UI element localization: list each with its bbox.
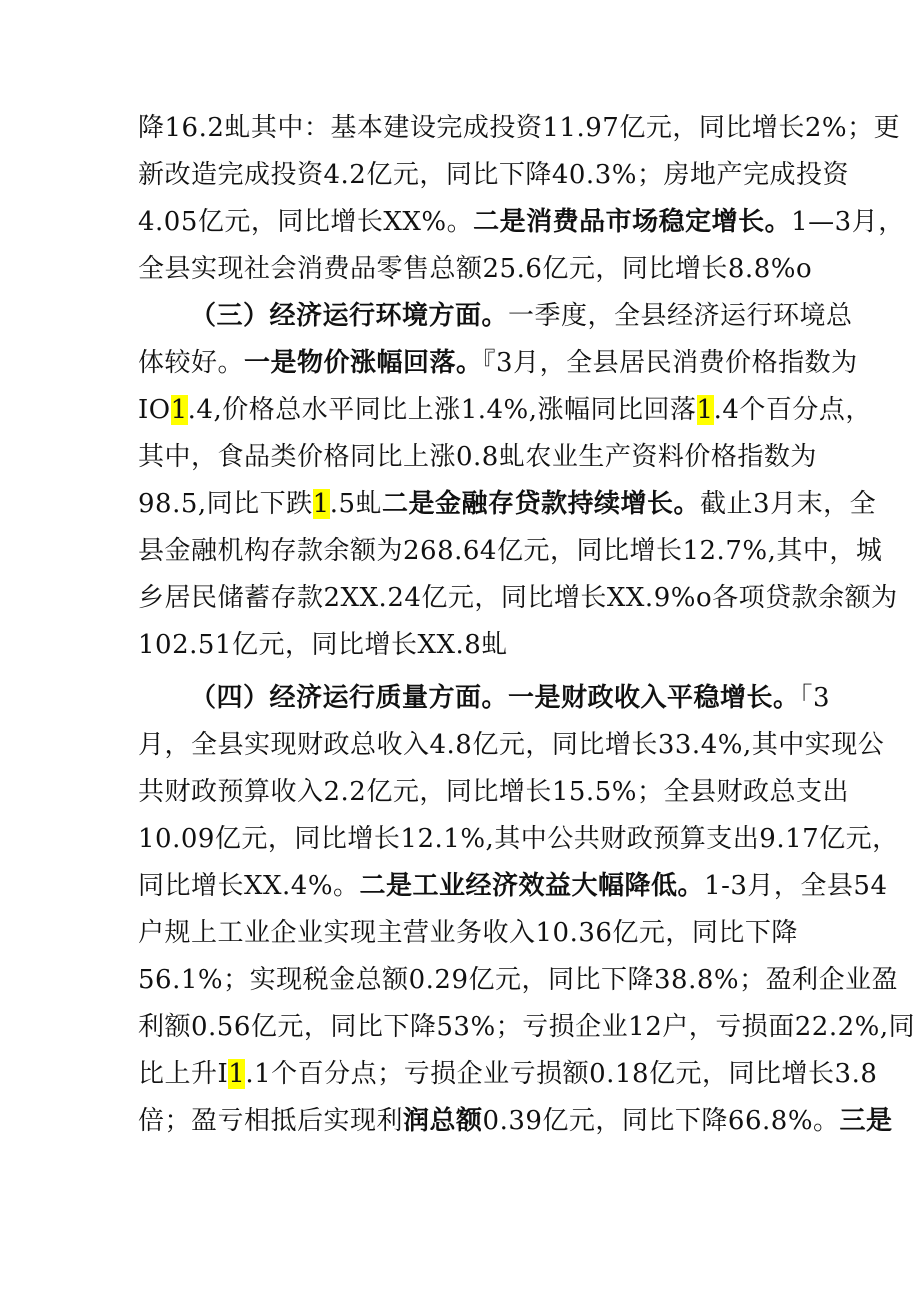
text-line: 98.5,同比下跌1.5虬二是金融存贷款持续增长。截止3月末，全	[138, 489, 877, 519]
bold-heading: 二是金融存贷款持续增长。	[382, 489, 701, 519]
text-line: 利额0.56亿元，同比下降53%；亏损企业12户，亏损面22.2%,同	[138, 1012, 916, 1042]
bold-heading: 二是消费品市场稳定增长。	[473, 207, 792, 237]
text-line: 全县实现社会消费品零售总额25.6亿元，同比增长8.8%o	[138, 254, 813, 284]
highlight-mark: 1	[228, 1059, 246, 1089]
highlight-mark: 1	[312, 489, 330, 519]
text-line: 其中，食品类价格同比上涨0.8虬农业生产资料价格指数为	[138, 442, 817, 472]
text-line: 比上升I1.1个百分点；亏损企业亏损额0.18亿元，同比增长3.8	[138, 1059, 878, 1089]
text-line: 同比增长XX.4%。二是工业经济效益大幅降低。1-3月，全县54	[138, 871, 888, 901]
bold-heading: 三是	[839, 1106, 893, 1136]
text-line: （三）经济运行环境方面。一季度，全县经济运行环境总	[190, 301, 853, 331]
text-line: 月，全县实现财政总收入4.8亿元，同比增长33.4%,其中实现公	[138, 730, 885, 760]
text-line: 降16.2虬其中：基本建设完成投资11.97亿元，同比增长2%；更	[138, 113, 901, 143]
text-line: 乡居民储蓄存款2XX.24亿元，同比增长XX.9%o各项贷款余额为	[138, 583, 898, 613]
text-line: IO1.4,价格总水平同比上涨1.4%,涨幅同比回落1.4个百分点，	[138, 395, 872, 425]
text-line: 体较好。一是物价涨幅回落。『3月，全县居民消费价格指数为	[138, 348, 858, 378]
text-line: 4.05亿元，同比增长XX%。二是消费品市场稳定增长。1—3月，	[138, 207, 905, 237]
bold-heading: 二是工业经济效益大幅降低。	[359, 871, 705, 901]
text-line: 新改造完成投资4.2亿元，同比下降40.3%；房地产完成投资	[138, 160, 849, 190]
text-line: 县金融机构存款余额为268.64亿元，同比增长12.7%,其中，城	[138, 536, 883, 566]
bold-text: 润总额	[403, 1106, 483, 1136]
section-heading: （四）经济运行质量方面。一是财政收入平稳增长。	[190, 683, 800, 713]
highlight-mark: 1	[696, 395, 714, 425]
text-line: 102.51亿元，同比增长XX.8虬	[138, 630, 508, 660]
text-line: （四）经济运行质量方面。一是财政收入平稳增长。「3	[190, 683, 831, 713]
text-line: 10.09亿元，同比增长12.1%,其中公共财政预算支出9.17亿元，	[138, 824, 899, 854]
bold-heading: 一是物价涨幅回落。	[244, 348, 483, 378]
section-heading: （三）经济运行环境方面。	[190, 301, 509, 331]
text-line: 户规上工业企业实现主营业务收入10.36亿元，同比下降	[138, 918, 798, 948]
text-line: 倍；盈亏相抵后实现利润总额0.39亿元，同比下降66.8%。三是	[138, 1106, 893, 1136]
text-line: 共财政预算收入2.2亿元，同比增长15.5%；全县财政总支出	[138, 777, 849, 807]
text-line: 56.1%；实现税金总额0.29亿元，同比下降38.8%；盈利企业盈	[138, 965, 899, 995]
highlight-mark: 1	[170, 395, 188, 425]
